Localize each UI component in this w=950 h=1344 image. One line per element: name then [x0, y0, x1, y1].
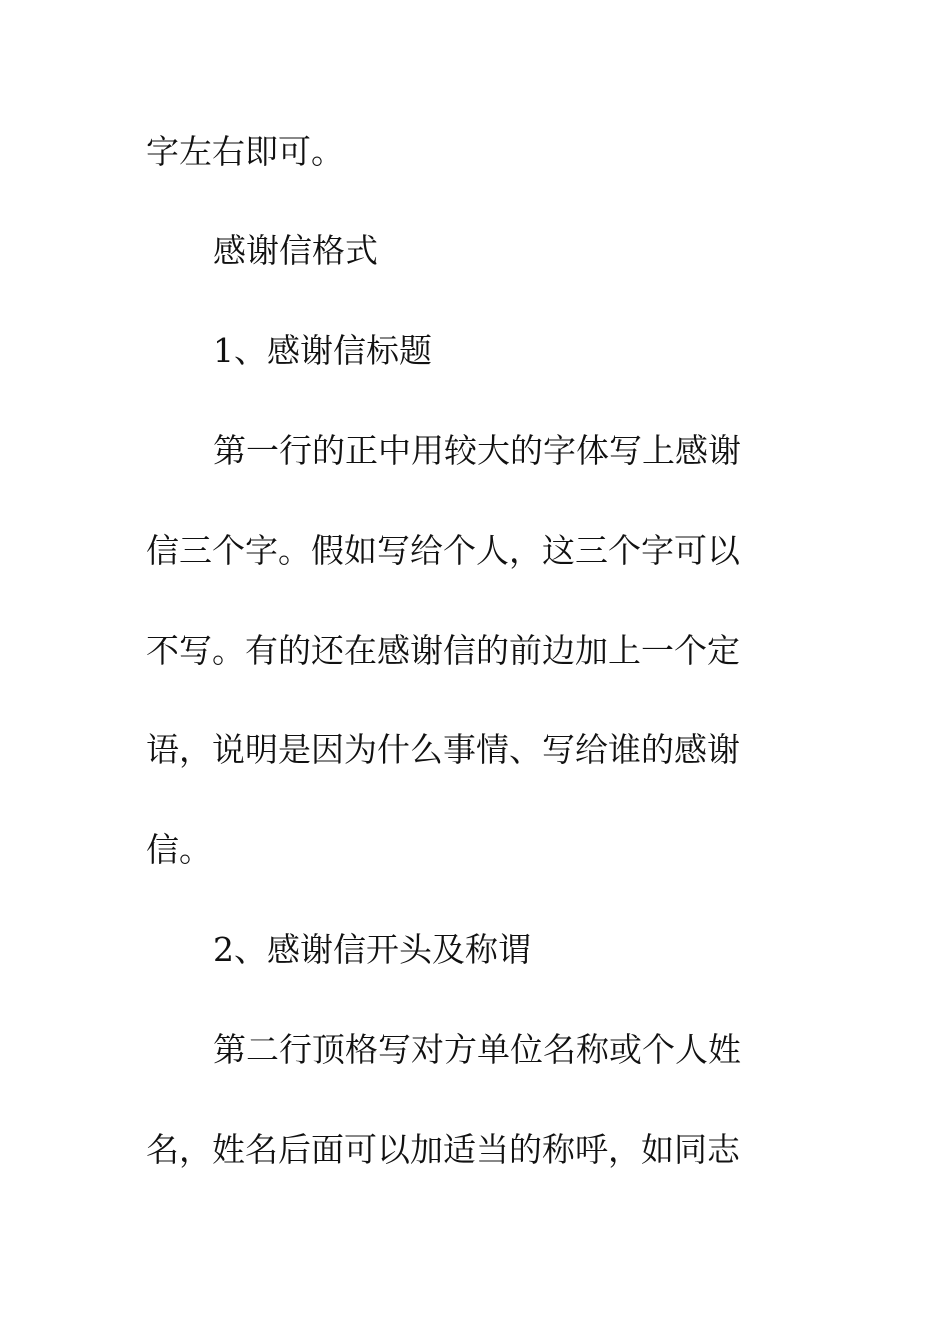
subheading-salutation: 2、感谢信开头及称谓	[213, 930, 531, 969]
paragraph-line: 不写。有的还在感谢信的前边加上一个定	[146, 631, 740, 670]
paragraph-line: 信三个字。假如写给个人，这三个字可以	[146, 531, 740, 570]
paragraph-line: 第二行顶格写对方单位名称或个人姓	[213, 1030, 741, 1069]
paragraph-line: 第一行的正中用较大的字体写上感谢	[213, 431, 741, 470]
paragraph-line: 信。	[146, 830, 212, 869]
paragraph-line: 语，说明是因为什么事情、写给谁的感谢	[146, 730, 740, 769]
paragraph-line: 名，姓名后面可以加适当的称呼，如同志	[146, 1130, 740, 1169]
subheading-title: 1、感谢信标题	[213, 331, 432, 370]
text-line-continuation: 字左右即可。	[146, 132, 344, 171]
section-heading: 感谢信格式	[213, 231, 378, 270]
